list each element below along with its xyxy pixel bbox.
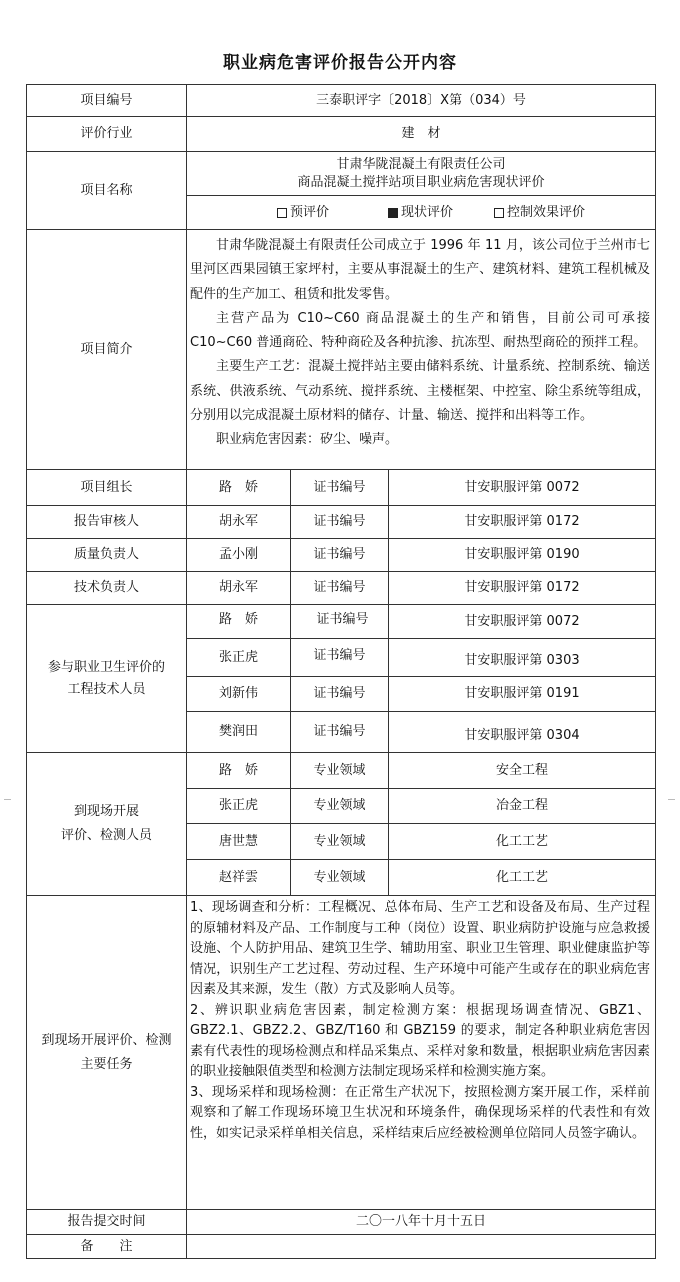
checkbox-icon — [277, 208, 287, 218]
engineer-cert: 甘安职服评第 0072 — [464, 613, 580, 629]
cert-label: 证书编号 — [313, 547, 366, 562]
project-name-label: 项目名称 — [80, 182, 133, 198]
field-label: 专业领域 — [313, 798, 366, 813]
table-border — [26, 1258, 656, 1259]
option-label: 现状评价 — [401, 204, 454, 220]
staff-name: 路 娇 — [218, 762, 258, 778]
table-border — [655, 84, 656, 1259]
cert-label: 证书编号 — [313, 686, 366, 701]
cert-label: 证书编号 — [313, 648, 366, 663]
field-staff-label-line2: 评价、检测人员 — [60, 828, 152, 843]
leader-cert: 甘安职服评第 0190 — [464, 547, 580, 562]
leader-role: 质量负责人 — [73, 547, 139, 562]
engineer-cert: 甘安职服评第 0304 — [464, 728, 580, 743]
evaluation-type — [187, 196, 655, 229]
option-control-evaluation[interactable] — [494, 204, 585, 222]
engineer-name: 张正虎 — [218, 649, 258, 665]
leader-role: 技术负责人 — [73, 580, 139, 595]
margin-mark — [4, 799, 11, 800]
tasks-label-line1: 到现场开展评价、检测 — [41, 1032, 172, 1048]
staff-name: 唐世慧 — [218, 833, 258, 849]
leader-role: 报告审核人 — [73, 514, 139, 529]
industry-label: 评价行业 — [80, 126, 133, 141]
leader-role: 项目组长 — [80, 479, 133, 495]
tasks-label-line2: 主要任务 — [80, 1056, 133, 1072]
field-staff-label-line1: 到现场开展 — [73, 804, 139, 819]
leader-name: 路 娇 — [218, 479, 258, 495]
engineers-label-line1: 参与职业卫生评价的 — [47, 659, 165, 675]
cert-label: 证书编号 — [316, 612, 369, 627]
intro-text — [190, 234, 650, 453]
option-label: 预评价 — [290, 204, 330, 220]
checkbox-icon — [494, 208, 504, 218]
leader-name: 孟小刚 — [218, 547, 258, 562]
task-paragraph: 2、辨识职业病危害因素，制定检测方案：根据现场调查情况、GBZ1、GBZ2.1、GBZ2.2、GBZ/T160 和 GBZ159 的要求，制定各种职业病危害因素有代表性的现场检测点和样品采集点、采样对象和数量，根据职业病危害因素的职业接触限值类型和检测方法制定现场采样和检测实施方案。 — [190, 1002, 650, 1079]
staff-name: 赵祥雲 — [218, 869, 258, 885]
cert-label: 证书编号 — [313, 724, 366, 739]
intro-paragraph: 甘肃华陇混凝土有限责任公司成立于 1996 年 11 月，该公司位于兰州市七里河区西果园镇王家坪村，主要从事混凝土的生产、建筑材料、建筑工程机械及配件的生产加工、租赁和批发零售。 — [190, 238, 650, 302]
leader-name: 胡永军 — [218, 580, 258, 595]
engineer-cert: 甘安职服评第 0303 — [464, 652, 580, 668]
intro-label: 项目简介 — [80, 341, 133, 357]
task-paragraph: 3、现场采样和现场检测：在正常生产状况下，按照检测方案开展工作，采样前观察和了解工作现场环境卫生状况和环境条件，确保现场采样的代表性和有效性，如实记录采样单相关信息，采样结束后应经被检测单位陪同人员签字确认。 — [190, 1084, 650, 1141]
tasks-text — [190, 898, 650, 1144]
project-name-value — [187, 152, 655, 195]
remark-label: 备 注 — [80, 1238, 133, 1254]
cert-label: 证书编号 — [313, 580, 366, 595]
field-label: 专业领域 — [313, 833, 366, 849]
field-staff-label — [27, 753, 186, 895]
page-title: 职业病危害评价报告公开内容 — [223, 53, 457, 73]
staff-field: 安全工程 — [495, 762, 548, 778]
engineer-cert: 甘安职服评第 0191 — [464, 686, 580, 701]
intro-paragraph: 职业病危害因素：矽尘、噪声。 — [216, 432, 399, 448]
option-pre-evaluation[interactable] — [277, 204, 329, 222]
leader-cert: 甘安职服评第 0172 — [464, 514, 580, 529]
option-label: 控制效果评价 — [507, 204, 586, 220]
staff-field: 化工工艺 — [495, 869, 548, 885]
remark-value — [187, 1235, 655, 1258]
engineers-label — [27, 605, 186, 752]
task-paragraph: 1、现场调查和分析：工程概况、总体布局、生产工艺和设备及布局、生产过程的原辅材料及产品、工作制度与工种（岗位）设置、职业病防护设施与应急救援设施、个人防护用品、建筑卫生学、辅助用室、职业卫生管理、职业健康监护等情况，识别生产工艺过程、劳动过程、生产环境中可能产生或存在的职业病危害因素及其来源，发生（散）方式及影响人员等。 — [190, 900, 650, 997]
submit-label: 报告提交时间 — [67, 1214, 146, 1229]
submit-date: 二〇一八年十月十五日 — [355, 1214, 486, 1229]
staff-field: 冶金工程 — [495, 798, 548, 813]
project-no-label: 项目编号 — [80, 92, 133, 108]
engineer-name: 刘新伟 — [218, 686, 258, 701]
company-name: 甘肃华陇混凝土有限责任公司 — [336, 156, 506, 172]
project-title: 商品混凝土搅拌站项目职业病危害现状评价 — [297, 174, 545, 190]
engineer-name: 路 娇 — [218, 612, 258, 627]
project-no-value: 三泰职评字〔2018〕X第（034）号 — [316, 92, 526, 108]
staff-name: 张正虎 — [218, 798, 258, 813]
industry-value: 建 材 — [401, 126, 441, 141]
leader-name: 胡永军 — [218, 514, 258, 529]
intro-paragraph: 主要生产工艺：混凝土搅拌站主要由储料系统、计量系统、控制系统、输送系统、供液系统、气动系统、搅拌系统、主楼框架、中控室、除尘系统等组成，分别用以完成混凝土原材料的储存、计量、输送、搅拌和出料等工作。 — [190, 359, 650, 424]
leader-cert: 甘安职服评第 0172 — [464, 580, 580, 595]
staff-field: 化工工艺 — [495, 833, 548, 849]
field-label: 专业领域 — [313, 869, 366, 885]
field-label: 专业领域 — [313, 762, 366, 778]
cert-label: 证书编号 — [313, 514, 366, 529]
cert-label: 证书编号 — [313, 479, 366, 495]
intro-paragraph: 主营产品为 C10~C60 商品混凝土的生产和销售，目前公司可承接 C10~C60 普通商砼、特种商砼及各种抗渗、抗冻型、耐热型商砼的预拌工程。 — [190, 310, 650, 351]
leader-cert: 甘安职服评第 0072 — [464, 479, 580, 495]
margin-mark — [668, 799, 675, 800]
engineers-label-line2: 工程技术人员 — [67, 681, 146, 697]
option-status-evaluation[interactable] — [388, 204, 453, 222]
tasks-label — [27, 896, 186, 1209]
checked-box-icon — [388, 208, 398, 218]
engineer-name: 樊润田 — [218, 724, 258, 739]
